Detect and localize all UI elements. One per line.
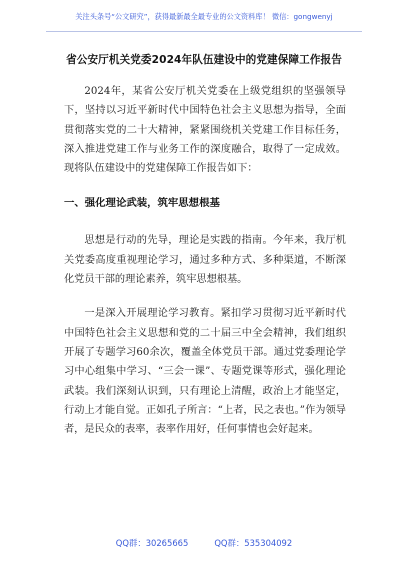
section-paragraph: 一是深入开展理论学习教育。紧扣学习贯彻习近平新时代中国特色社会主义思想和党的二十届三中全会精神，我们组织开展了专题学习60余次，覆盖全体党员干部。通过党委理论学习中心组集中学习、“三会一课”、专题党课等形式，强化理论武装。我们深刻认识到，只有理论上清醒，政治上才能坚定，行动上才能自觉。正如孔子所言：“上者，民之表也。”作为领导者，是民众的表率，表率作用好，任何事情也会好起来。 [64, 308, 346, 436]
document-body [64, 82, 346, 439]
section-heading: 一、强化理论武装，筑牢思想根基 [64, 197, 220, 210]
header-banner: 关注头条号“公文研究”，获得最新最全最专业的公文资料库！ 微信：gongwenyj [75, 12, 333, 21]
header-divider [46, 31, 362, 32]
section-paragraph: 思想是行动的先导，理论是实践的指南。今年来，我厅机关党委高度重视理论学习，通过多种方式、多种渠道，不断深化党员干部的理论素养，筑牢思想根基。 [64, 235, 346, 286]
footer-qq-group-2: QQ群：535304092 [214, 538, 293, 548]
footer-qq-groups [0, 537, 408, 549]
footer-qq-group-1: QQ群：30265665 [115, 538, 189, 548]
document-title: 省公安厅机关党委2024年队伍建设中的党建保障工作报告 [66, 54, 342, 66]
intro-paragraph: 2024年，某省公安厅机关党委在上级党组织的坚强领导下，坚持以习近平新时代中国特色社会主义思想为指导，全面贯彻落实党的二十大精神，紧紧围绕机关党建工作目标任务，深入推进党建工作与业务工作的深度融合，取得了一定成效。现将队伍建设中的党建保障工作报告如下： [64, 86, 346, 175]
